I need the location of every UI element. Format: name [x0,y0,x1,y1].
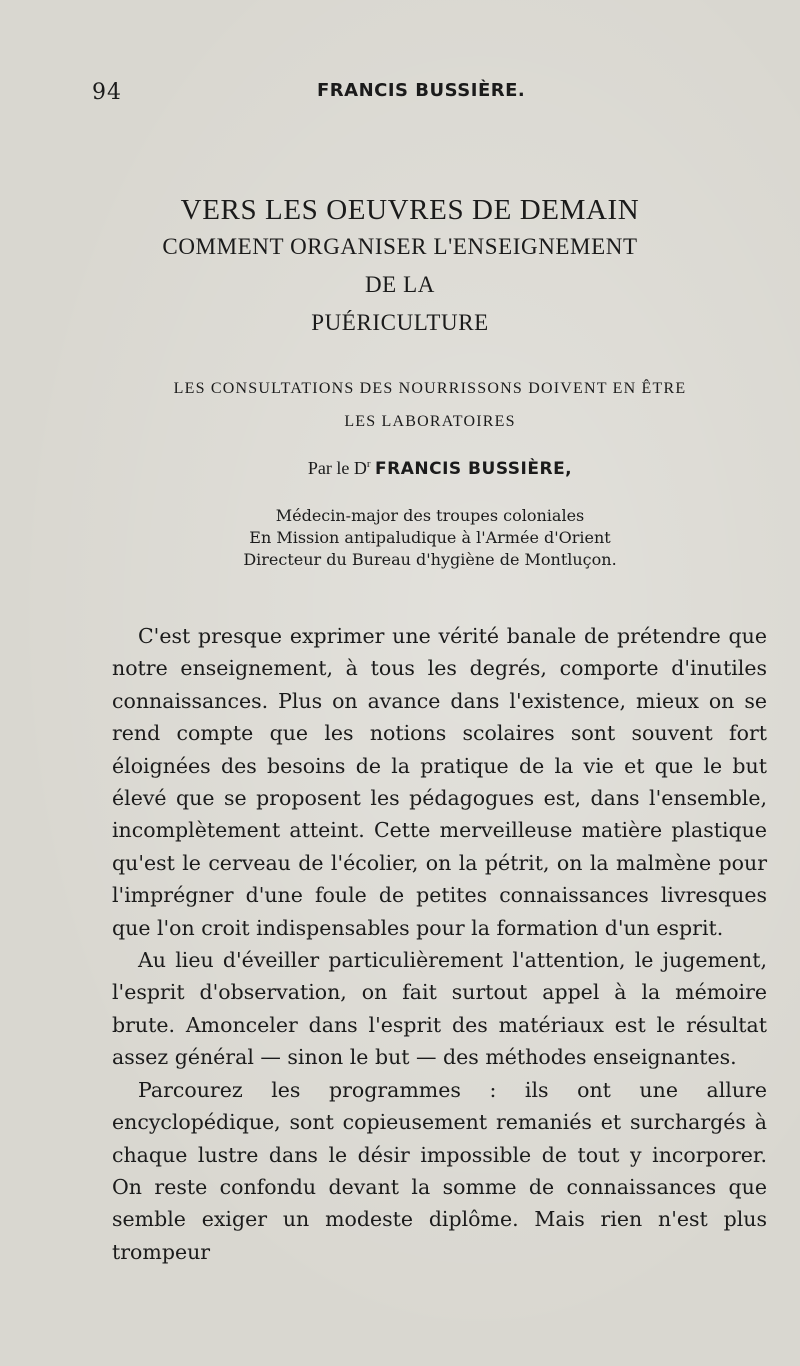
affiliation-line: En Mission antipaludique à l'Armée d'Orient [249,528,611,547]
affiliation-line: Médecin-major des troupes coloniales [275,506,585,525]
page-number: 94 [92,80,122,105]
affiliation-line: Directeur du Bureau d'hygiène de Montluçon. [243,550,617,569]
body-text [112,620,767,1268]
paragraph: C'est presque exprimer une vérité banale de prétendre que notre enseignement, à tous les degrés, comporte d'inutiles connaissances. Plus on avance dans l'existence, mieux on se rend compte que les notions scolaires sont souvent fort éloignées des besoins de la pratique de la vie et que le but élevé que se proposent les pédagogues est, dans l'ensemble, incomplètement atteint. Cette merveilleuse matière plastique qu'est le cerveau de l'écolier, on la pétrit, on la malmène pour l'imprégner d'une foule de petites connaissances livresques que l'on croit indispensables pour la formation d'un esprit. [112,624,767,940]
byline [40,458,800,479]
title-line-2: COMMENT ORGANISER L'ENSEIGNEMENT [162,234,638,259]
subtitle-line-2: LES LABORATOIRES [344,413,516,430]
byline-prefix: Par le D [307,458,367,478]
page-header [92,80,752,110]
subtitle-line-1: LES CONSULTATIONS DES NOURRISSONS DOIVENT EN ÊTRE [173,380,687,397]
title-line-4: PUÉRICULTURE [311,310,489,335]
paragraph: Au lieu d'éveiller particulièrement l'attention, le jugement, l'esprit d'observation, on fait surtout appel à la mémoire brute. Amonceler dans l'esprit des matériaux est le résultat assez général — sinon le but — des méthodes enseignantes. [112,948,767,1070]
author-name: FRANCIS BUSSIÈRE, [375,459,573,479]
author-affiliations [30,505,800,571]
title-line-3: DE LA [364,272,436,297]
title-main: VERS LES OEUVRES DE DEMAIN [180,194,640,226]
byline-dr-superscript: r [366,458,371,470]
article-title [0,192,800,342]
running-head: FRANCIS BUSSIÈRE. [317,80,526,101]
paragraph: Parcourez les programmes : ils ont une allure encyclopédique, sont copieusement remaniés et surchargés à chaque lustre dans le désir impossible de tout y incorporer. On reste confondu devant la somme de connaissances que semble exiger un modeste diplôme. Mais rien n'est plus trompeur [112,1077,767,1264]
article-subtitle [95,372,765,438]
